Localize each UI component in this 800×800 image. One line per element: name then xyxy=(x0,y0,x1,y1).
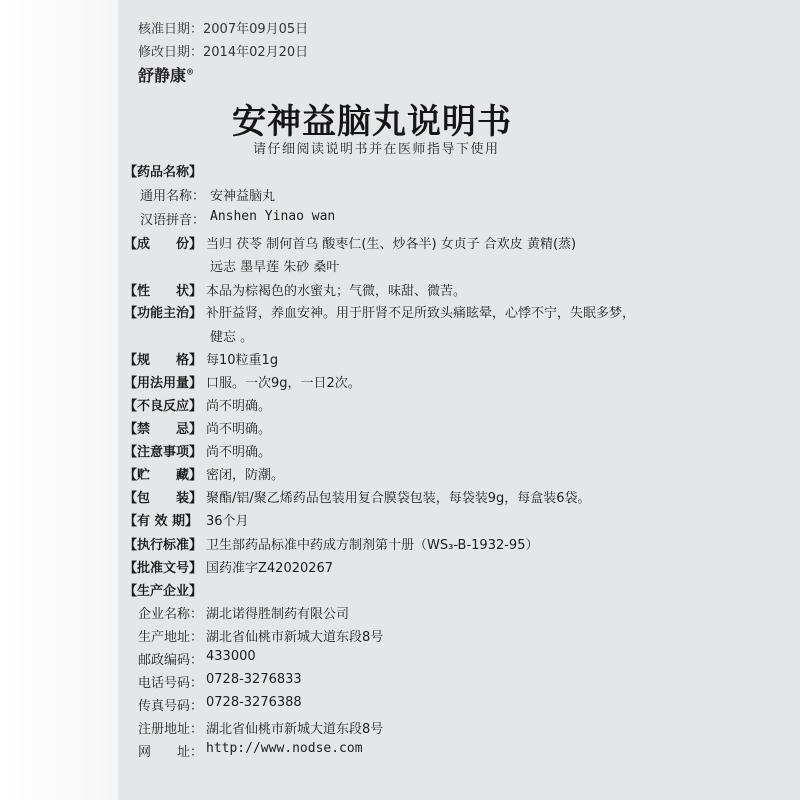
phone-label: 电话号码： xyxy=(138,676,204,691)
company-name-label: 企业名称： xyxy=(138,607,204,622)
validity-value: 36个月 xyxy=(206,514,249,529)
phone-value: 0728-3276833 xyxy=(206,672,302,687)
fax-label: 传真号码： xyxy=(138,699,204,714)
document-subtitle: 请仔细阅读说明书并在医师指导下使用 xyxy=(253,142,500,157)
section-label-approval-number: 【批准文号】 xyxy=(124,561,203,576)
section-label-packaging: 【包 装】 xyxy=(124,491,203,506)
standard-value: 卫生部药品标准中药成方制剂第十册（WS₃-B-1932-95） xyxy=(206,538,539,553)
postal-code-value: 433000 xyxy=(206,649,256,664)
postal-code-label: 邮政编码： xyxy=(138,653,204,668)
storage-value: 密闭，防潮。 xyxy=(206,468,285,483)
section-label-storage: 【贮 藏】 xyxy=(124,468,203,483)
generic-name-label: 通用名称： xyxy=(140,189,206,204)
section-label-adverse-reactions: 【不良反应】 xyxy=(124,399,203,414)
section-label-dosage: 【用法用量】 xyxy=(124,376,203,391)
contraindications-value: 尚不明确。 xyxy=(206,422,272,437)
pinyin-value: Anshen Yinao wan xyxy=(210,209,336,224)
brand-name: 舒静康 xyxy=(138,66,187,85)
registered-address-label: 注册地址： xyxy=(138,722,204,737)
fax-value: 0728-3276388 xyxy=(206,695,302,710)
registered-address-value: 湖北省仙桃市新城大道东段8号 xyxy=(206,722,384,737)
packaging-value: 聚酯/铝/聚乙烯药品包装用复合膜袋包装，每袋装9g，每盒装6袋。 xyxy=(206,491,591,506)
precautions-value: 尚不明确。 xyxy=(206,445,272,460)
section-label-standard: 【执行标准】 xyxy=(124,538,203,553)
production-address-value: 湖北省仙桃市新城大道东段8号 xyxy=(206,630,384,645)
section-label-properties: 【性 状】 xyxy=(124,284,203,299)
indications-line-1: 补肝益肾，养血安神。用于肝肾不足所致头痛眩晕，心悸不宁，失眠多梦， xyxy=(206,306,636,321)
adverse-reactions-value: 尚不明确。 xyxy=(206,399,272,414)
section-label-ingredients: 【成 份】 xyxy=(124,237,203,252)
dosage-value: 口服。一次9g，一日2次。 xyxy=(206,376,361,391)
section-label-specification: 【规 格】 xyxy=(124,353,203,368)
company-name-value: 湖北诺得胜制药有限公司 xyxy=(206,607,350,622)
document-title: 安神益脑丸说明书 xyxy=(232,102,512,142)
website-value: http://www.nodse.com xyxy=(206,741,363,756)
registered-mark: ® xyxy=(186,66,195,77)
section-label-validity: 【有 效 期】 xyxy=(124,514,199,529)
properties-value: 本品为棕褐色的水蜜丸；气微，味甜、微苦。 xyxy=(206,284,467,299)
section-label-indications: 【功能主治】 xyxy=(124,306,203,321)
production-address-label: 生产地址： xyxy=(138,630,204,645)
specification-value: 每10粒重1g xyxy=(206,353,279,368)
section-label-contraindications: 【禁 忌】 xyxy=(124,422,203,437)
generic-name-value: 安神益脑丸 xyxy=(210,189,276,204)
section-label-drug-name: 【药品名称】 xyxy=(124,165,203,180)
indications-line-2: 健忘 。 xyxy=(210,330,254,345)
revision-date: 修改日期：2014年02月20日 xyxy=(138,45,309,60)
approval-number-value: 国药准字Z42020267 xyxy=(206,561,334,576)
ingredients-line-1: 当归 茯苓 制何首乌 酸枣仁(生、炒各半) 女贞子 合欢皮 黄精(蒸) xyxy=(206,237,577,252)
website-label: 网 址： xyxy=(138,745,204,760)
ingredients-line-2: 远志 墨旱莲 朱砂 桑叶 xyxy=(210,260,340,275)
brand-logo xyxy=(138,63,194,86)
left-margin xyxy=(0,0,118,800)
approval-date: 核准日期：2007年09月05日 xyxy=(138,22,309,37)
section-label-precautions: 【注意事项】 xyxy=(124,445,203,460)
pinyin-label: 汉语拼音： xyxy=(140,213,206,228)
section-label-manufacturer: 【生产企业】 xyxy=(124,584,203,599)
